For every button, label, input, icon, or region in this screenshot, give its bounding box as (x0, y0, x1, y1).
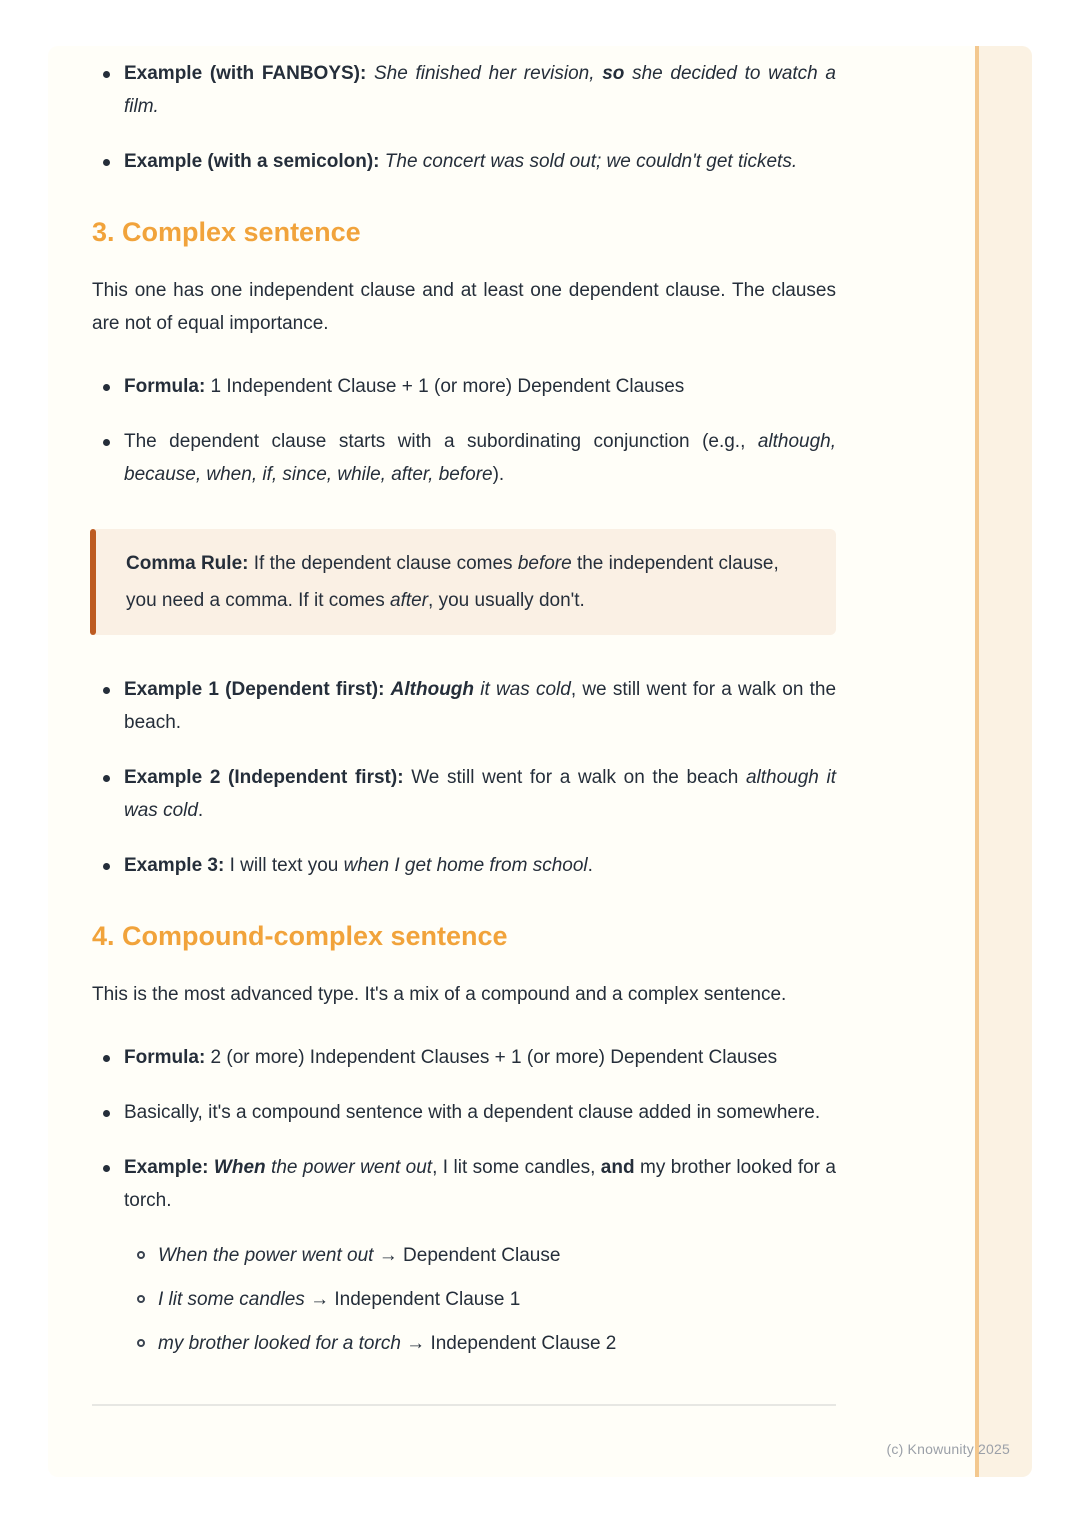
bullet-text (124, 145, 836, 178)
text-segment: I will text you (229, 855, 344, 876)
text-segment: Example 3: (124, 855, 230, 876)
bullet-text (124, 1151, 836, 1217)
dot-bullet-icon (92, 849, 124, 882)
paragraph (92, 274, 836, 340)
text-segment: after (390, 590, 429, 611)
section-heading: 4. Compound-complex sentence (92, 921, 508, 951)
section-divider (92, 1404, 836, 1406)
bullet-item (92, 673, 836, 739)
text-segment: the power went out (265, 1157, 433, 1178)
footer-credit: (c) Knowunity 2025 (886, 1441, 1010, 1457)
text-segment: The dependent clause starts with a subordinating conjunction (e.g., (124, 431, 758, 452)
dot-bullet-icon (92, 761, 124, 827)
text-segment: Example 1 (Dependent first): (124, 679, 391, 700)
text-segment: Comma Rule: (126, 553, 249, 574)
bullet-item (92, 849, 836, 882)
text-segment: , we still went for a walk on the beach. (124, 679, 837, 733)
text-segment: before (517, 553, 572, 574)
bullet-text (124, 849, 836, 882)
dot-bullet-icon (92, 57, 124, 123)
text-segment: Example (with FANBOYS): (124, 63, 374, 84)
text-segment: . (587, 855, 593, 876)
text-segment: If the dependent clause comes (248, 553, 518, 574)
circle-bullet-icon (132, 1239, 158, 1272)
text-segment: When (213, 1157, 266, 1178)
text-segment: my brother looked for a torch. (124, 1157, 836, 1211)
text-segment: → Independent Clause 2 (400, 1333, 617, 1354)
circle-bullet-icon (132, 1283, 158, 1316)
text-segment: Example (with a semicolon): (124, 151, 385, 172)
right-decoration-stripe (975, 46, 1032, 1477)
text-segment: Example: (124, 1157, 214, 1178)
bullet-text (124, 57, 836, 123)
dot-bullet-icon (92, 370, 124, 403)
text-segment: Formula: (124, 1047, 206, 1068)
text-segment: When the power went out (158, 1245, 374, 1266)
comma-rule-callout (90, 529, 836, 635)
bullet-item (92, 1041, 836, 1074)
bullet-text (124, 673, 836, 739)
sub-bullet-item (132, 1239, 836, 1272)
dot-bullet-icon (92, 1041, 124, 1074)
bullet-item (92, 57, 836, 123)
text-segment: although it was cold (124, 767, 836, 821)
dot-bullet-icon (92, 1151, 124, 1217)
text-segment: 2 (or more) Independent Clauses + 1 (or more) Dependent Clauses (205, 1047, 778, 1068)
bullet-text (158, 1327, 836, 1360)
circle-bullet-icon (132, 1327, 158, 1360)
text-segment: although, because, when, if, since, while, after, before (124, 431, 836, 485)
bullet-text (124, 1041, 836, 1074)
text-segment: . (197, 800, 204, 821)
bullet-item (92, 1096, 836, 1129)
bullet-text (124, 761, 836, 827)
text-segment: This is the most advanced type. It's a mix of a compound and a complex sentence. (92, 984, 787, 1005)
text-segment: when I get home from school (343, 855, 588, 876)
sub-bullet-item (132, 1283, 836, 1316)
bullet-item (92, 370, 836, 403)
text-segment: We still went for a walk on the beach (411, 767, 746, 788)
text-segment: she decided to watch a film. (124, 63, 836, 117)
text-segment: Although (390, 679, 475, 700)
bullet-text (158, 1239, 836, 1272)
text-segment: ). (492, 464, 505, 485)
section-heading: 3. Complex sentence (92, 217, 361, 247)
text-segment: Basically, it's a compound sentence with a dependent clause added in somewhere. (124, 1102, 821, 1123)
dot-bullet-icon (92, 673, 124, 739)
text-segment: This one has one independent clause and at least one dependent clause. The clauses are not of equal importance. (92, 280, 836, 334)
text-segment: the independent clause, you need a comma. If it comes (126, 553, 779, 611)
text-segment: → Dependent Clause (373, 1245, 561, 1266)
document-content (92, 57, 836, 1406)
text-segment: She finished her revision, (374, 63, 603, 84)
text-segment: I lit some candles (158, 1289, 305, 1310)
dot-bullet-icon (92, 1096, 124, 1129)
bullet-text (124, 425, 836, 491)
callout-accent-bar (90, 529, 96, 635)
bullet-text (124, 1096, 836, 1129)
bullet-text (158, 1283, 836, 1316)
bullet-text (124, 370, 836, 403)
text-segment: 1 Independent Clause + 1 (or more) Dependent Clauses (205, 376, 685, 397)
text-segment: → Independent Clause 1 (304, 1289, 521, 1310)
paragraph (92, 978, 836, 1011)
dot-bullet-icon (92, 425, 124, 491)
bullet-item (92, 1151, 836, 1217)
text-segment: The concert was sold out; we couldn't get tickets. (384, 151, 798, 172)
bullet-item (92, 145, 836, 178)
text-segment: so (602, 63, 625, 84)
bullet-item (92, 425, 836, 491)
text-segment: , I lit some candles, (432, 1157, 601, 1178)
sub-bullet-item (132, 1327, 836, 1360)
text-segment: Example 2 (Independent first): (124, 767, 412, 788)
text-segment: it was cold (474, 679, 571, 700)
document-page (48, 46, 1032, 1477)
text-segment: Formula: (124, 376, 206, 397)
callout-text (126, 545, 808, 619)
text-segment: my brother looked for a torch (158, 1333, 401, 1354)
dot-bullet-icon (92, 145, 124, 178)
text-segment: , you usually don't. (428, 590, 585, 611)
text-segment: and (600, 1157, 635, 1178)
bullet-item (92, 761, 836, 827)
